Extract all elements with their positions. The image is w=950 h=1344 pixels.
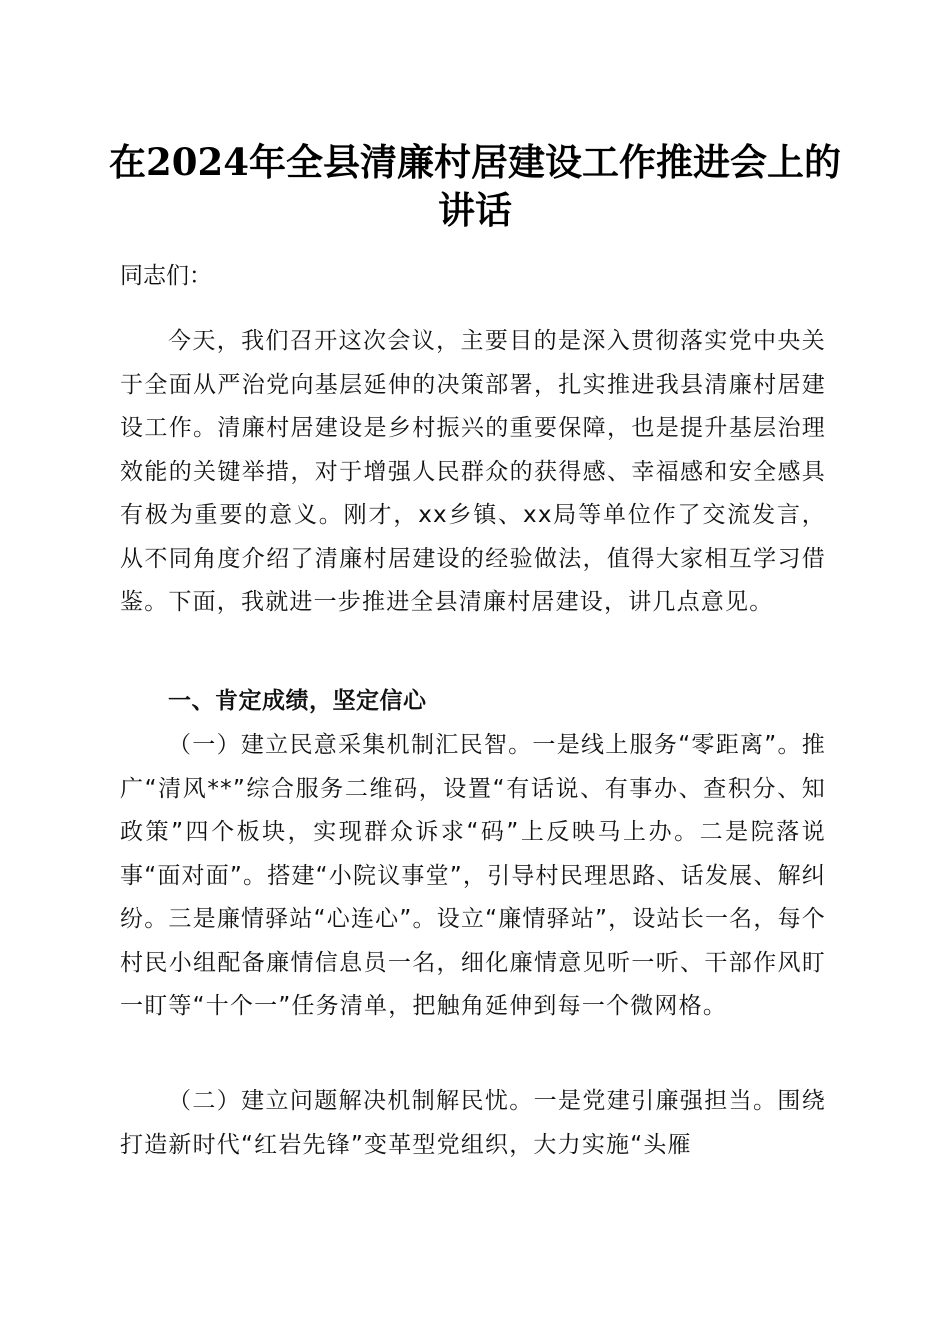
section-heading-1: 一、肯定成绩，坚定信心 <box>168 688 427 714</box>
salutation: 同志们： <box>120 263 212 289</box>
subsection-1-paragraph: （一）建立民意采集机制汇民智。一是线上服务“零距离”。推广“清风**”综合服务二维码，设置“有话说、有事办、查积分、知政策”四个板块，实现群众诉求“码”上反映马上办。二是院落说事“面对面”。搭建“小院议事堂”，引导村民理思路、话发展、解纠纷。三是廉情驿站“心连心”。设立“廉情驿站”，设站长一名，每个村民小组配备廉情信息员一名，细化廉情意见听一听、干部作风盯一盯等“十个一”任务清单，把触角延伸到每一个微网格。 <box>120 732 826 1019</box>
document-title-line-2: 讲话 <box>438 188 512 232</box>
subsection-2-paragraph: （二）建立问题解决机制解民忧。一是党建引廉强担当。围绕打造新时代“红岩先锋”变革型党组织，大力实施“头雁 <box>120 1088 826 1158</box>
intro-paragraph: 今天，我们召开这次会议，主要目的是深入贯彻落实党中央关于全面从严治党向基层延伸的决策部署，扎实推进我县清廉村居建设工作。清廉村居建设是乡村振兴的重要保障，也是提升基层治理效能的关键举措，对于增强人民群众的获得感、幸福感和安全感具有极为重要的意义。刚才，xx乡镇、xx局等单位作了交流发言，从不同角度介绍了清廉村居建设的经验做法，值得大家相互学习借鉴。下面，我就进一步推进全县清廉村居建设，讲几点意见。 <box>120 328 826 615</box>
document-title-line-1: 在2024年全县清廉村居建设工作推进会上的 <box>109 140 841 184</box>
